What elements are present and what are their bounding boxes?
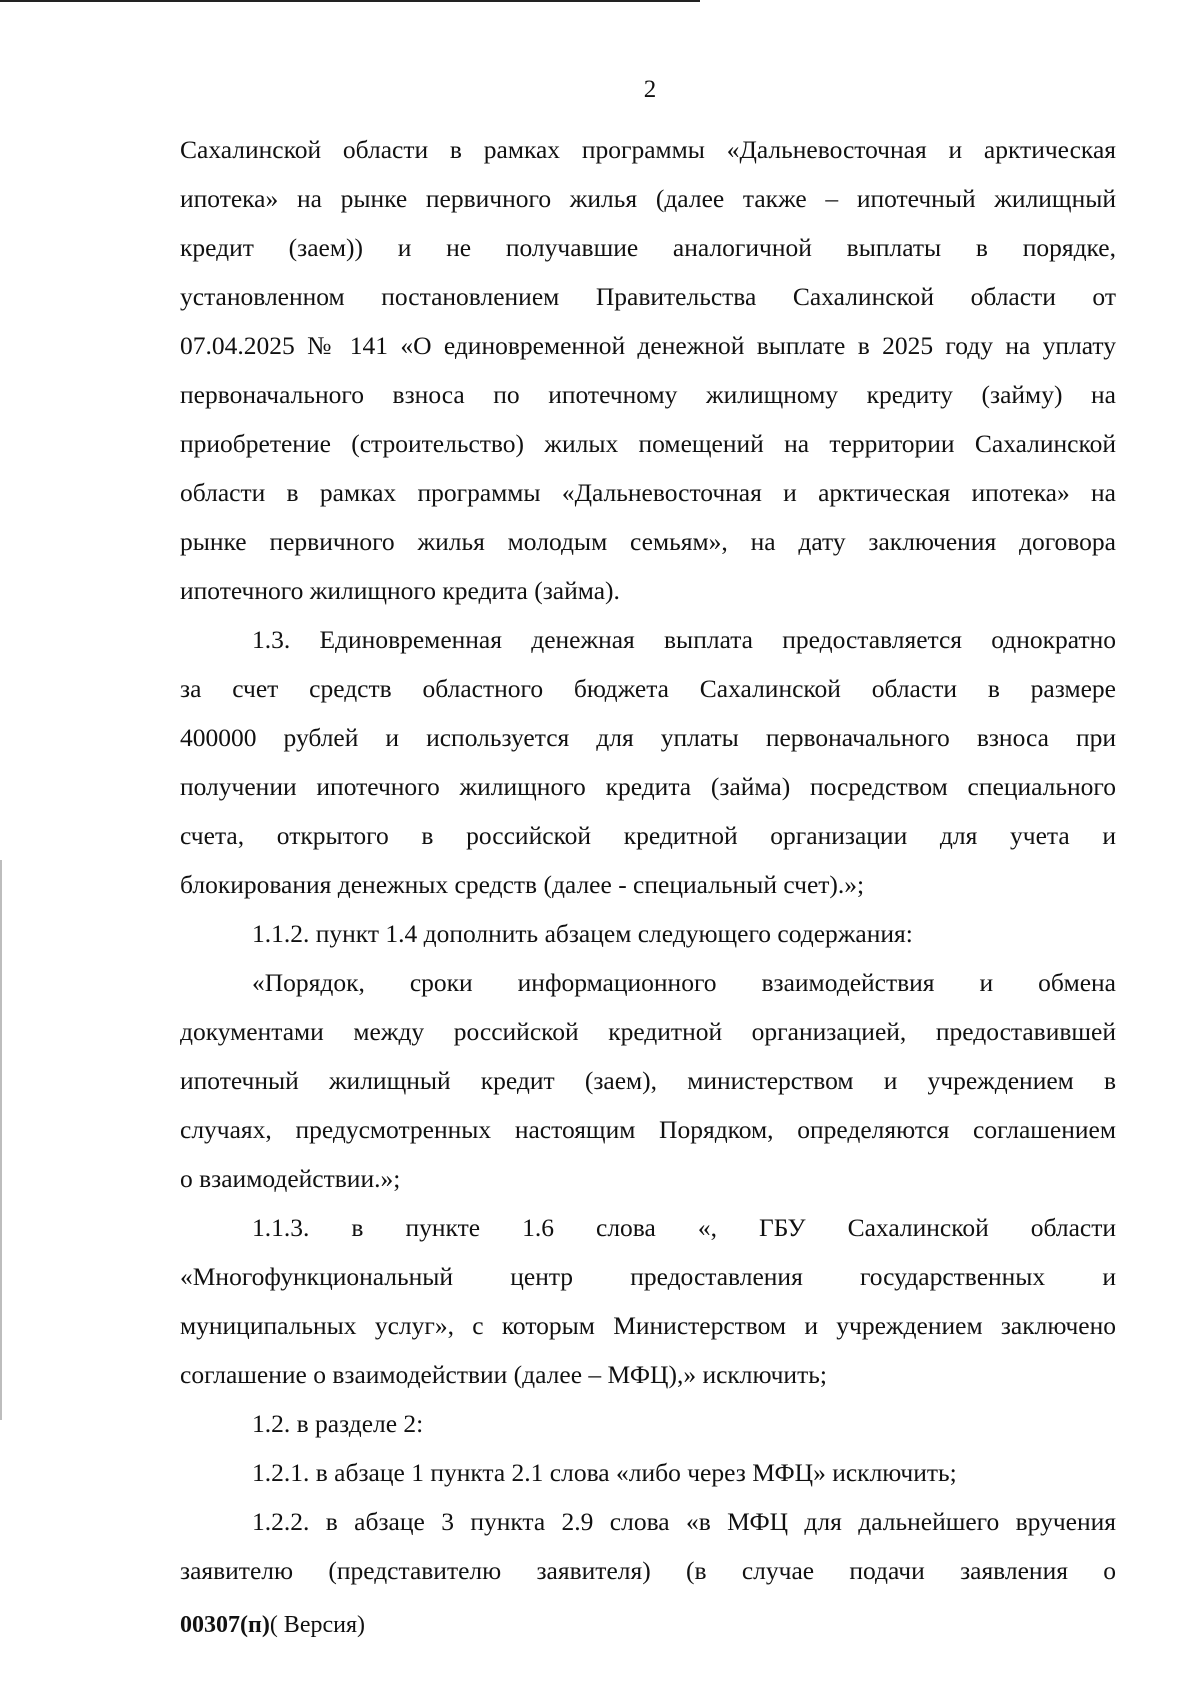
text-line: «Многофункциональный центр предоставления государственных и [180,1262,1116,1291]
text-line: 1.1.2. пункт 1.4 дополнить абзацем следующего содержания: [252,919,913,948]
text-line: Сахалинской области в рамках программы «Дальневосточная и арктическая [180,135,1116,164]
text-line: 1.3. Единовременная денежная выплата предоставляется однократно [252,625,1116,654]
text-line: 400000 рублей и используется для уплаты первоначального взноса при [180,723,1116,752]
text-line: получении ипотечного жилищного кредита (займа) посредством специального [180,772,1116,801]
text-line: первоначального взноса по ипотечному жилищному кредиту (займу) на [180,380,1116,409]
text-line: кредит (заем)) и не получавшие аналогичной выплаты в порядке, [180,233,1116,262]
text-line: соглашение о взаимодействии (далее – МФЦ),» исключить; [180,1360,827,1389]
text-line: приобретение (строительство) жилых помещений на территории Сахалинской [180,429,1116,458]
text-line: заявителю (представителю заявителя) (в случае подачи заявления о [180,1556,1116,1585]
text-line: 1.2.2. в абзаце 3 пункта 2.9 слова «в МФЦ для дальнейшего вручения [252,1507,1116,1536]
text-line: муниципальных услуг», с которым Министерством и учреждением заключено [180,1311,1116,1340]
text-line: области в рамках программы «Дальневосточная и арктическая ипотека» на [180,478,1116,507]
text-line: «Порядок, сроки информационного взаимодействия и обмена [252,968,1116,997]
text-line: документами между российской кредитной организацией, предоставившей [180,1017,1116,1046]
document-version: ( Версия) [269,1612,365,1638]
text-line: 1.1.3. в пункте 1.6 слова «, ГБУ Сахалинской области [252,1213,1116,1242]
document-footer [180,1610,365,1640]
text-line: 1.2. в разделе 2: [252,1409,424,1438]
text-line: 1.2.1. в абзаце 1 пункта 2.1 слова «либо через МФЦ» исключить; [252,1458,957,1487]
document-code: 00307(п) [180,1612,270,1638]
text-line: о взаимодействии.»; [180,1164,401,1193]
text-line: ипотека» на рынке первичного жилья (далее также – ипотечный жилищный [180,184,1116,213]
text-line: за счет средств областного бюджета Сахалинской области в размере [180,674,1116,703]
scan-edge-line [0,860,2,1420]
text-line: установленном постановлением Правительства Сахалинской области от [180,282,1116,311]
text-line: ипотечный жилищный кредит (заем), министерством и учреждением в [180,1066,1116,1095]
document-body [180,125,1116,1595]
text-line: случаях, предусмотренных настоящим Порядком, определяются соглашением [180,1115,1116,1144]
text-line: рынке первичного жилья молодым семьям», на дату заключения договора [180,527,1116,556]
text-line: ипотечного жилищного кредита (займа). [180,576,620,605]
page-number: 2 [643,76,657,103]
top-rule [0,0,700,2]
text-line: 07.04.2025 № 141 «О единовременной денежной выплате в 2025 году на уплату [180,331,1116,360]
text-line: счета, открытого в российской кредитной организации для учета и [180,821,1116,850]
text-line: блокирования денежных средств (далее - специальный счет).»; [180,870,865,899]
